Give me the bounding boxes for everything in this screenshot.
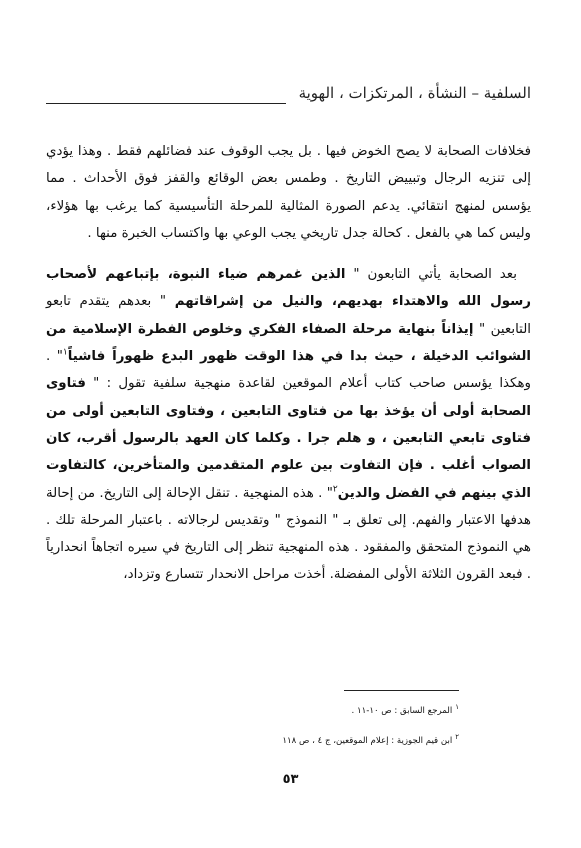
footnote-ref-2[interactable]: ٢ bbox=[332, 484, 338, 495]
footnote-1-number: ١ bbox=[455, 703, 459, 712]
running-header bbox=[46, 82, 531, 108]
page-number: ٥٣ bbox=[282, 772, 299, 787]
footnote-ref-1[interactable]: ١ bbox=[62, 347, 68, 358]
quote-tabiun: الذين غمرهم ضياء النبوة، بإتباعهم لأصحاب رسول الله والاهتداء بهديهم، والنيل من إشراقاتهم bbox=[46, 267, 531, 310]
paragraph-2-text-1: بعد الصحابة يأتي التابعون " bbox=[345, 267, 517, 283]
paragraph-2-text-4: " . هذه المنهجية . تنقل الإحالة إلى التاريخ. من إحالة هدفها الاعتبار والفهم. إلى تعلق بـ " النموذج " وتقديس لرجالاته . باعتبار المرحلة تلك . هي النموذج المتحقق والمفقود . هذه المنهجية تنظر إلى التاريخ في سيره اتجاهاً انحدارياً . فبعد القرون الثلاثة الأولى المفضلة. أخذت مراحل الانحدار تتسارع وتزداد، bbox=[46, 485, 531, 583]
body-text bbox=[46, 138, 531, 589]
footnote-2 bbox=[39, 732, 459, 750]
footnote-1-text: المرجع السابق : ص ١٠-١١ . bbox=[351, 706, 453, 716]
footnote-separator bbox=[344, 690, 459, 691]
quote-tabi-tabiun: إيذاناً بنهاية مرحلة الصفاء الفكري وخلوص الفطرة الإسلامية من الشوائب الدخيلة ، حيث بدا في هذا الوقت ظهور البدع ظهوراً فاشياً bbox=[46, 321, 531, 365]
footnote-2-text: ابن قيم الجوزية : إعلام الموقعين، ج ٤ ، ص ١١٨ bbox=[282, 736, 453, 746]
paragraph-2 bbox=[46, 261, 531, 589]
footnotes bbox=[39, 702, 459, 762]
header-rule bbox=[46, 103, 286, 104]
paragraph-1: فخلافات الصحابة لا يصح الخوض فيها . بل يجب الوقوف عند فضائلهم فقط . وهذا يؤدي إلى تنزيه الرجال وتبييض التاريخ . وطمس بعض الوقائع والقفز فوق الأحداث . مما يؤسس لمنهج انتقائي. يدعم الصورة المثالية للمرحلة التأسيسية كما يرغب بها هؤلاء، وليس كما هي بالفعل . كحالة جدل تاريخي يجب الوعي بها واكتساب الخبرة منها . bbox=[46, 144, 531, 241]
footnote-1 bbox=[39, 702, 459, 720]
header-title: السلفية – النشأة ، المرتكزات ، الهوية bbox=[298, 84, 531, 102]
paragraph-2-text-2: " بعدهم يتقدم تابعو التابعين " bbox=[46, 294, 531, 337]
paragraph-2-text-3: " . وهكذا يؤسس صاحب كتاب أعلام الموقعين لقاعدة منهجية سلفية تقول : " bbox=[46, 349, 531, 392]
footnote-2-number: ٢ bbox=[455, 733, 459, 742]
quote-ilam-al-muwaqqiin: فتاوى الصحابة أولى أن يؤخذ بها من فتاوى التابعين ، وفتاوى التابعين أولى من فتاوى تابعي التابعين ، و هلم جرا . وكلما كان العهد بالرسول أقرب، كان الصواب أغلب . فإن التفاوت بين علوم المتقدمين والمتأخرين، كالتفاوت الذي بينهم في الفضل والدين bbox=[46, 376, 532, 501]
